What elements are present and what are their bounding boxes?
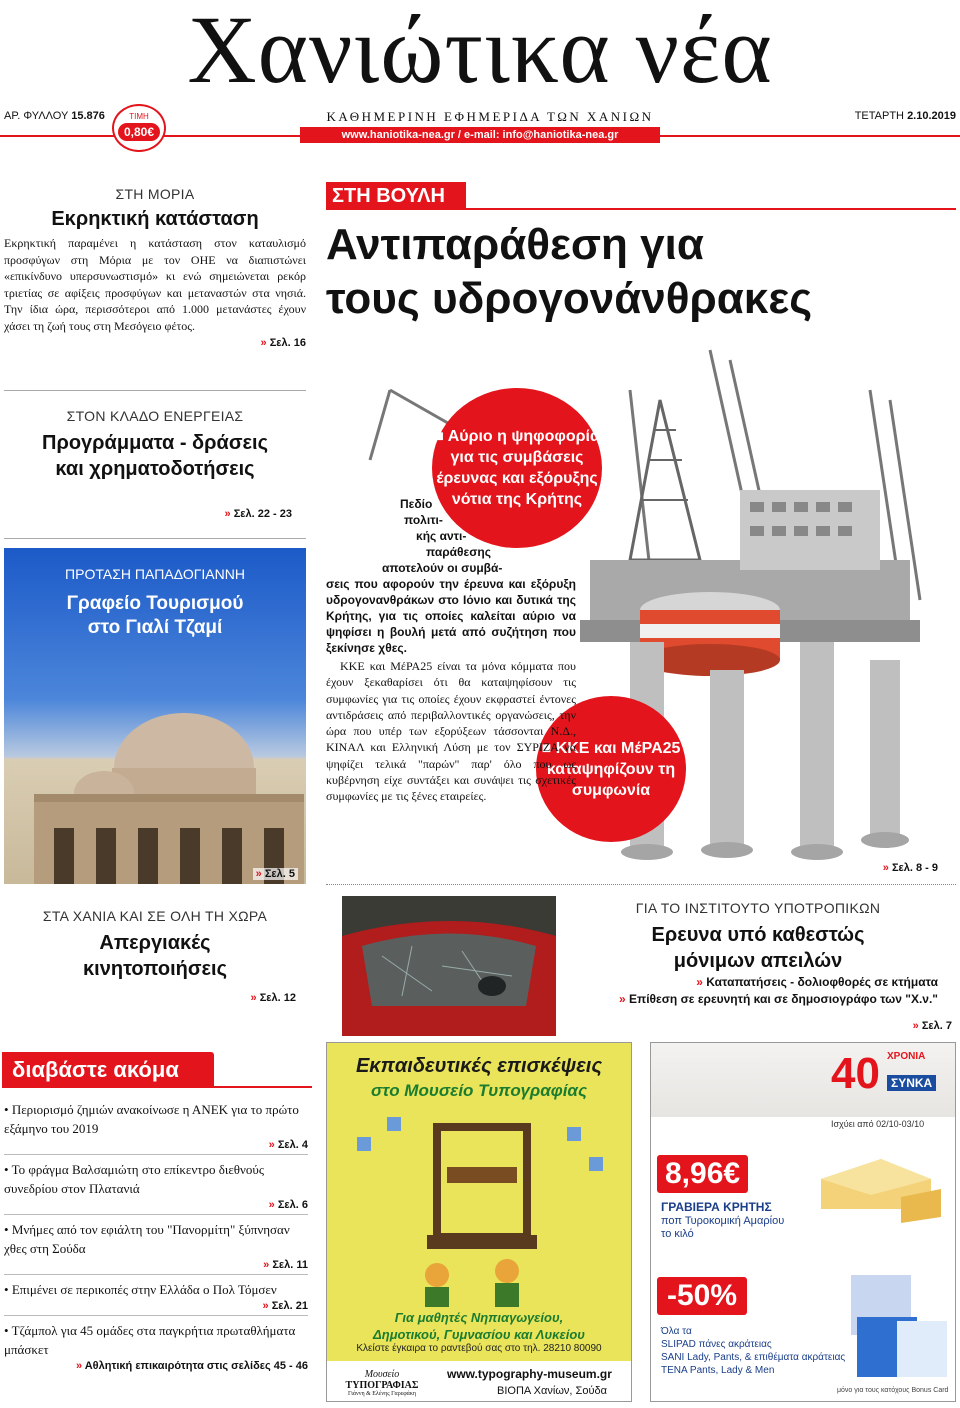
story-kicker: ΠΡΟΤΑΣΗ ΠΑΠΑΔΟΓΙΑΝΝΗ [65, 566, 245, 582]
masthead-subtitle: ΚΑΘΗΜΕΡΙΝΗ ΕΦΗΜΕΡΙΔΑ ΤΩΝ ΧΑΝΙΩΝ [326, 109, 654, 124]
list-item[interactable]: • Τζάμπολ για 45 ομάδες στα παγκρήτια πρωταθλήματα μπάσκετ » Αθλητική επικαιρότητα στις σελίδες 45 - 46 [4, 1323, 308, 1372]
read-more-list [4, 1100, 308, 1380]
ad-audience: Για μαθητές Νηπιαγωγείου, Δημοτικού, Γυμνασίου και Λυκείου [373, 1310, 585, 1342]
page-ref: » Σελ. 12 [250, 992, 296, 1004]
story-headline: Γραφείο Τουρισμού στο Γιαλί Τζαμί [66, 593, 244, 638]
damaged-car-photo[interactable] [342, 896, 556, 1036]
divider [4, 538, 306, 539]
page-ref: » Σελ. 16 [260, 337, 306, 349]
story-kicker: ΣΤΑ ΧΑΝΙΑ ΚΑΙ ΣΕ ΟΛΗ ΤΗ ΧΩΡΑ [42, 908, 268, 924]
masthead [0, 0, 960, 103]
divider [326, 884, 956, 885]
product-description: Όλα τα SLIPAD πάνες ακράτειας SANI Lady, Pants, & επιθέματα ακράτειας TENA Pants, Lady & Men [661, 1326, 846, 1376]
website-link[interactable]: www.haniotika-nea.gr / e-mail: info@haniotika-nea.gr [300, 127, 660, 143]
read-more-tag: διαβάστε ακόμα [2, 1052, 214, 1088]
museum-website[interactable]: www.typography-museum.gr [447, 1367, 612, 1381]
price-badge: ΤΙΜΗ 0,80€ [112, 104, 166, 152]
cheese-illustration [801, 1139, 951, 1229]
anniversary-number: 40 [831, 1049, 880, 1098]
product-description: ΓΡΑΒΙΕΡΑ ΚΡΗΤΗΣ ποπ Τυροκομική Αμαρίου το κιλό [661, 1200, 785, 1240]
main-story-text [326, 496, 576, 805]
discount-tag: -50% [657, 1277, 747, 1315]
ad-phone: Κλείστε έγκαιρα το ραντεβού σας στο τηλ. 28210 80090 [356, 1343, 602, 1354]
mosque-illustration [4, 698, 306, 884]
car-illustration [342, 896, 556, 1036]
page-ref: » Σελ. 7 [912, 1020, 952, 1032]
story-headline[interactable]: Απεργιακές κινητοποιήσεις [83, 932, 227, 980]
story-moria [4, 186, 306, 349]
red-divider [2, 1086, 312, 1088]
story-energy [4, 408, 306, 520]
main-headline[interactable]: Αντιπαράθεση για τους υδρογονάνθρακες [326, 220, 813, 323]
highlight-bubble-kke: ■ ΚΚΕ και ΜέΡΑ25 καταψηφίζουν τη συμφωνία [536, 696, 686, 842]
list-item[interactable]: • Επιμένει σε περικοπές στην Ελλάδα ο Πολ Τόμσεν » Σελ. 21 [4, 1280, 308, 1316]
page-ref: » Σελ. 22 - 23 [224, 508, 292, 520]
story-kicker: ΣΤΗ ΜΟΡΙΑ [115, 186, 195, 202]
offer-validity: Ισχύει από 02/10-03/10 [831, 1119, 925, 1129]
page-ref: » Σελ. 5 [253, 868, 298, 880]
synka-supermarket-ad[interactable] [650, 1042, 956, 1402]
printing-press-illustration [327, 1107, 632, 1307]
anniversary-label: ΧΡΟΝΙΑ [887, 1051, 926, 1062]
highlight-bubble-vote: ■ Αύριο η ψηφοφορία για τις συμβάσεις έρευνας και εξόρυξης νότια της Κρήτης [432, 388, 602, 548]
ad-title: Εκπαιδευτικές επισκέψεις [355, 1055, 603, 1077]
museum-logo: Μουσείο ΤΥΠΟΓΡΑΦΙΑΣ Γιάννη & Ελένης Γαρεφάκη [345, 1369, 419, 1397]
story-body: Εκρηκτική παραμένει η κατάσταση στον καταυλισμό προσφύγων στη Μόρια με τον ΟΗΕ να διαπιστώνει «επικίνδυνο υπερσυνωστισμό» κι ενώ σημειώνεται ρεκόρ τριετίας σε αφίξεις προσφύγων και μεταναστών στα νησιά. Την ίδια ώρα, περισσότεροι από 1.000 μετανάστες έχουν χάσει τη ζωή τους στη Μεσόγειο φέτος. [4, 236, 306, 333]
price-tag: 8,96€ [657, 1155, 748, 1193]
red-divider [326, 208, 956, 210]
story-strikes [4, 908, 306, 1004]
list-item[interactable]: • Περιορισμό ζημιών ανακοίνωσε η ΑΝΕΚ για το πρώτο εξάμηνο του 2019 » Σελ. 4 [4, 1100, 308, 1155]
synka-logo: ΣΥΝΚΑ [887, 1075, 936, 1091]
newspaper-title: Χανιώτικα νέα [187, 0, 773, 103]
main-body: ΚΚΕ και ΜέΡΑ25 είναι τα μόνα κόμματα που έχουν ξεκαθαρίσει ότι θα καταψηφίσουν τις συμφωνίες για τις οποίες έχουν εκφραστεί έντονες αντιδράσεις από περιβαλλοντικές οργανώσεις, την ώρα που υπέρ των εξορύξεων τάσσονται Ν.Δ., ΚΙΝΑΛ και Ελληνική Λύση με τον ΣΥΡΙΖΑ να ψηφίζει τελικά "παρών" παρ' όλο που ως κυβέρνηση είχε συντάξει και συνάψει τις σχετικές συμφωνίες με τις ξένες εταιρείες. [326, 659, 576, 804]
yali-tzami-photo[interactable] [4, 548, 306, 884]
typography-museum-ad[interactable] [326, 1042, 632, 1402]
museum-location: ΒΙΟΠΑ Χανίων, Σούδα [497, 1385, 607, 1397]
story-headline[interactable]: Προγράμματα - δράσεις και χρηματοδοτήσεις [42, 432, 268, 480]
issue-date: ΤΕΤΑΡΤΗ 2.10.2019 [854, 110, 956, 122]
main-story-tag: ΣΤΗ ΒΟΥΛΗ [326, 182, 466, 210]
story-kicker: ΣΤΟΝ ΚΛΑΔΟ ΕΝΕΡΓΕΙΑΣ [66, 408, 244, 424]
story-headline[interactable]: Ερευνα υπό καθεστώς μόνιμων απειλών [651, 924, 865, 972]
ad-footnote: μόνο για τους κατόχους Bonus Card [837, 1387, 949, 1394]
story-headline[interactable]: Εκρηκτική κατάσταση [51, 208, 259, 230]
issue-number: ΑΡ. ΦΥΛΛΟΥ 15.876 [4, 110, 105, 122]
story-kicker: ΓΙΑ ΤΟ ΙΝΣΤΙΤΟΥΤΟ ΥΠΟΤΡΟΠΙΚΩΝ [635, 900, 881, 916]
list-item[interactable]: • Το φράγμα Βαλσαμιώτη στο επίκεντρο διεθνούς συνεδρίου στον Πλατανιά » Σελ. 6 [4, 1160, 308, 1215]
divider [4, 390, 306, 391]
page-ref: » Σελ. 8 - 9 [882, 862, 938, 874]
ad-footer [327, 1361, 631, 1402]
story-bullets: » Καταπατήσεις - δολιοφθορές σε κτήματα » Επίθεση σε ερευνητή και σε δημοσιογράφο των "Χ.ν." [619, 975, 938, 1006]
main-lead: Πεδίο πολιτι- κής αντι- παράθεσης αποτελούν οι συμβά- σεις που αφορούν την έρευνα και εξόρυξη υδρογονανθράκων στο Ιόνιο και δυτικά της Κρήτης, για τις οποίες καλείται αύριο να ψηφίσει η βουλή μετά από συζήτηση που ξεκίνησε χθες. [326, 497, 576, 655]
list-item[interactable]: • Μνήμες από τον εφιάλτη του "Πανορμίτη" ξύπνησαν χθες στη Σούδα » Σελ. 11 [4, 1220, 308, 1275]
ad-subtitle: στο Μουσείο Τυπογραφίας [370, 1081, 588, 1100]
hygiene-products-illustration [847, 1271, 951, 1383]
